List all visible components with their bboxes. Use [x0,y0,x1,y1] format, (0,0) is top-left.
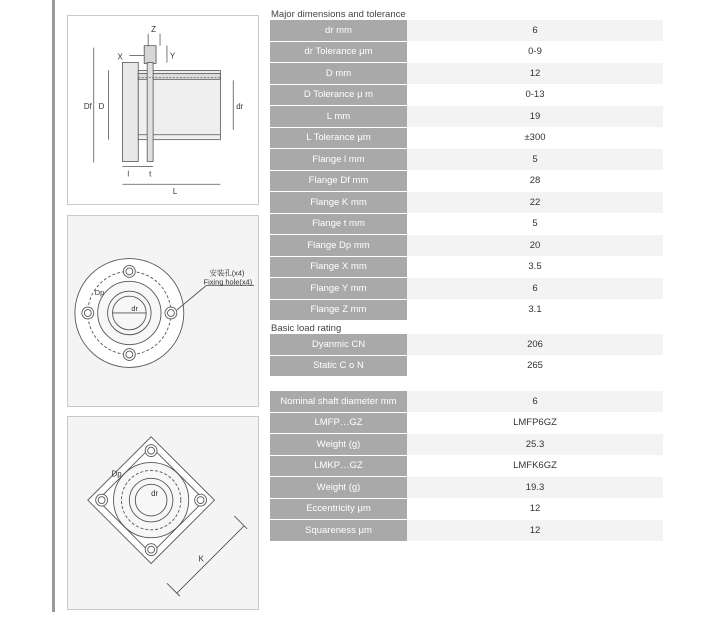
spec-value: 12 [407,520,663,542]
dim-label-l-small: l [127,169,130,179]
spec-row [270,20,663,42]
spec-row [270,42,663,64]
dim-label-t: t [149,169,152,179]
spec-value: 28 [407,171,663,193]
spec-rows [270,391,663,542]
spec-row [270,149,663,171]
spec-row [270,334,663,356]
spec-label: Weight (g) [270,477,407,499]
spec-label: L mm [270,106,407,128]
spec-value: 5 [407,214,663,236]
section-title: Basic load rating [271,323,342,334]
spec-value: 12 [407,63,663,85]
spec-row [270,192,663,214]
spec-label: Eccentricity μm [270,499,407,521]
spec-value: 206 [407,334,663,356]
spec-label: LMFP…GZ [270,413,407,435]
square-label-dp: Dp [111,469,122,479]
spec-value: 19 [407,106,663,128]
dim-label-dr: dr [236,102,244,112]
spec-value: 25.3 [407,434,663,456]
spec-row [270,128,663,150]
spec-label: D Tolerance μ m [270,85,407,107]
spec-label: Flange Df mm [270,171,407,193]
section-title: Major dimensions and tolerance [271,9,406,20]
spec-row [270,434,663,456]
side-view-drawing [67,15,259,205]
spec-label: Flange Z mm [270,300,407,322]
dim-label-df: Df [83,102,92,112]
spec-value: LMFP6GZ [407,413,663,435]
spec-rows [270,334,663,377]
spec-value: ±300 [407,128,663,150]
round-flange-svg [68,216,258,406]
spec-value: 6 [407,391,663,413]
dim-label-d: D [98,102,105,112]
spec-value: 265 [407,356,663,378]
spec-value: 6 [407,278,663,300]
side-view-svg [68,16,258,204]
spec-row [270,257,663,279]
spec-row [270,214,663,236]
dim-label-z: Z [151,24,156,34]
spec-row [270,499,663,521]
spec-value: 6 [407,20,663,42]
fixing-hole-label-cn: 安装孔(x4) [209,268,245,278]
spec-row [270,171,663,193]
spec-label: Flange t mm [270,214,407,236]
spec-row [270,391,663,413]
spec-label: Dyanmic CN [270,334,407,356]
spec-label: Flange Dp mm [270,235,407,257]
dim-label-x: X [117,52,123,62]
spec-row [270,106,663,128]
spec-row [270,300,663,322]
spec-section-models [270,391,663,542]
spec-value: 0-9 [407,42,663,64]
spec-row [270,63,663,85]
square-flange-drawing [67,416,259,610]
spec-label: Flange K mm [270,192,407,214]
square-label-k: K [198,554,204,564]
spec-rows [270,20,663,321]
spec-label: D mm [270,63,407,85]
spec-label: Squareness μm [270,520,407,542]
spec-row [270,235,663,257]
spec-label: dr mm [270,20,407,42]
dim-label-y: Y [169,51,176,61]
round-flange-drawing [67,215,259,407]
spec-label: L Tolerance μm [270,128,407,150]
spec-row [270,278,663,300]
spec-label: Static C o N [270,356,407,378]
spec-label: Flange Y mm [270,278,407,300]
spec-row [270,85,663,107]
spec-value: 0-13 [407,85,663,107]
spec-label: Weight (g) [270,434,407,456]
spec-value: 12 [407,499,663,521]
spec-row [270,413,663,435]
spec-value: 3.5 [407,257,663,279]
spec-section-load-rating [270,323,663,377]
spec-value: 5 [407,149,663,171]
square-label-dr: dr [151,489,159,499]
spec-label: dr Tolerance μm [270,42,407,64]
spec-row [270,356,663,378]
spec-label: Flange X mm [270,257,407,279]
spec-row [270,520,663,542]
square-flange-svg [68,417,258,609]
spec-label: Nominal shaft diameter mm [270,391,407,413]
spec-section-dimensions [270,9,663,321]
round-label-dp: Dp [94,288,105,298]
spec-value: 20 [407,235,663,257]
spec-label: LMKP…GZ [270,456,407,478]
spec-label: Flange l mm [270,149,407,171]
spec-value: 22 [407,192,663,214]
round-label-dr: dr [131,304,138,313]
left-border-rule [52,0,55,612]
spec-value: 3.1 [407,300,663,322]
spec-row [270,477,663,499]
dim-label-l: L [172,187,178,197]
spec-value: 19.3 [407,477,663,499]
fixing-hole-label-en: Fixing hole(x4) [203,277,253,287]
spec-row [270,456,663,478]
spec-value: LMFK6GZ [407,456,663,478]
